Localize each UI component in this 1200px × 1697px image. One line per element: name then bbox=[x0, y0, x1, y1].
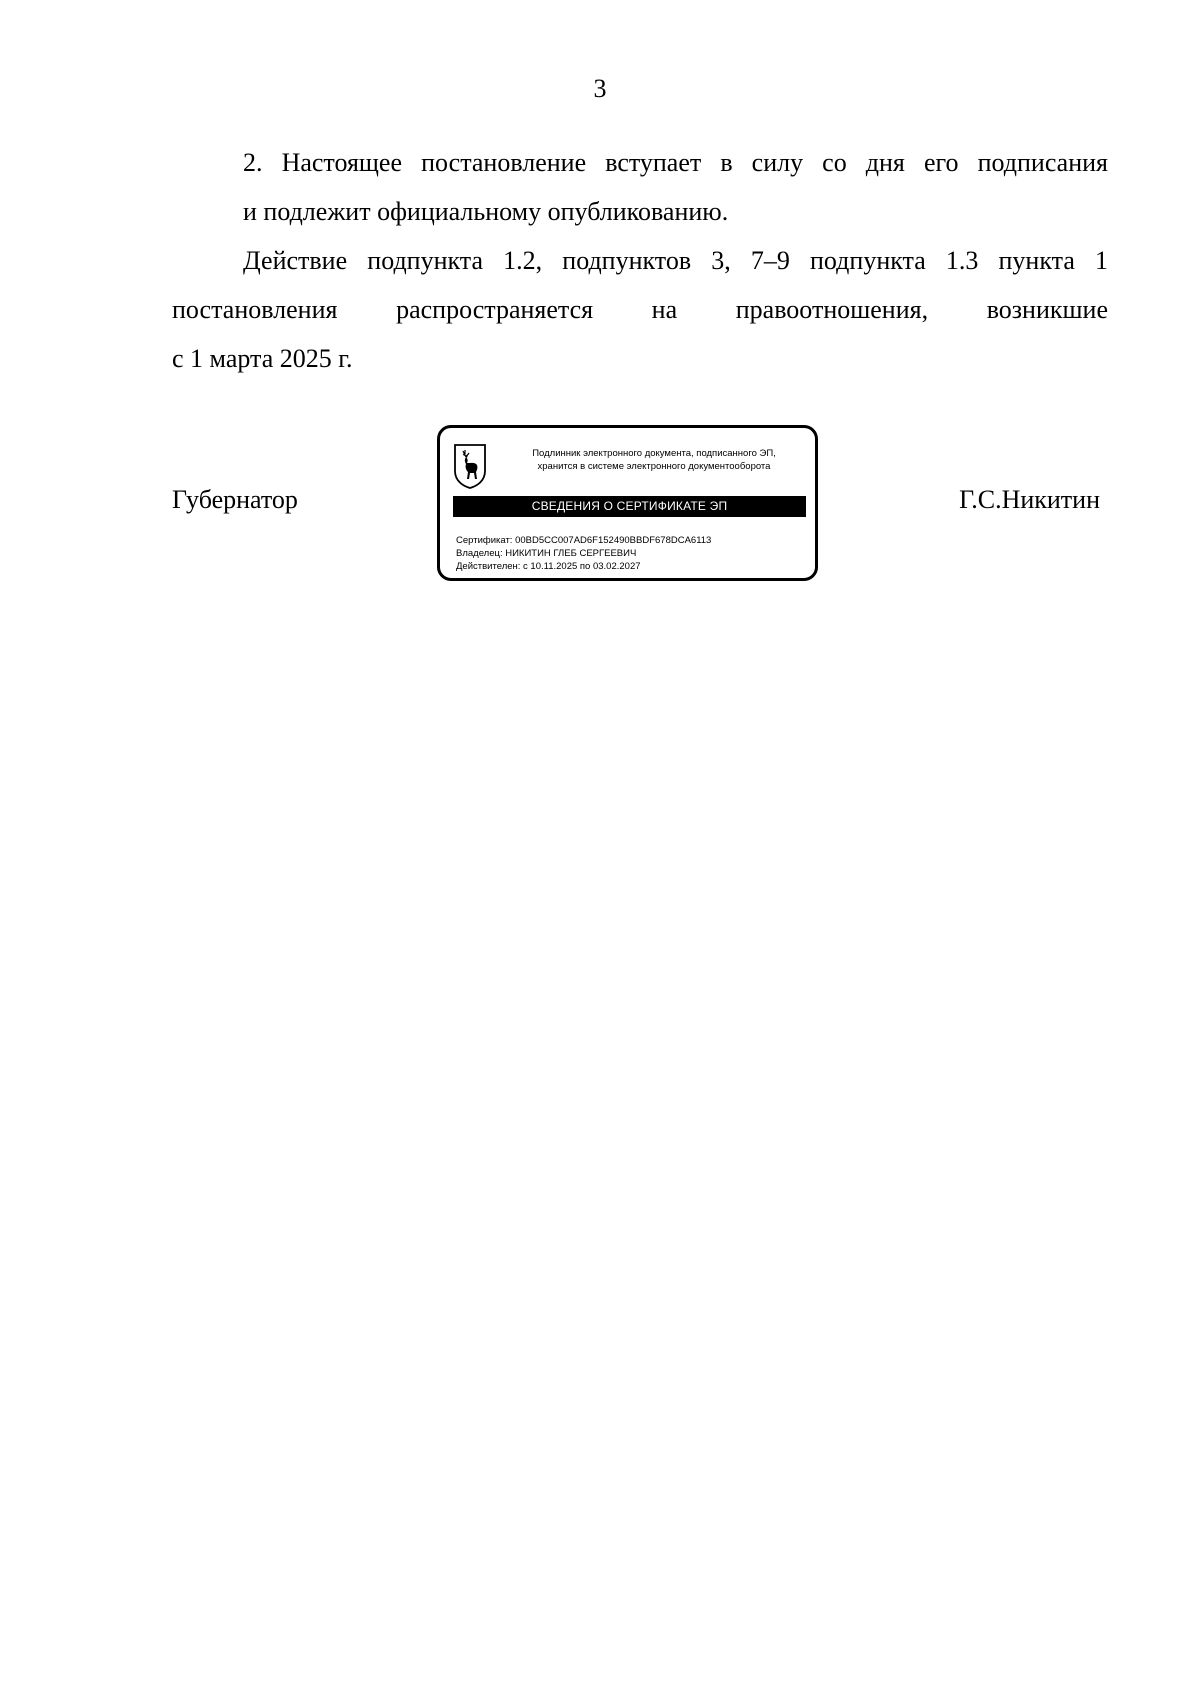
paragraph-line: постановления распространяется на правоотношения, возникшие bbox=[172, 295, 1108, 324]
stamp-header-line: Подлинник электронного документа, подписанного ЭП, bbox=[532, 448, 776, 459]
paragraph-line: Действие подпункта 1.2, подпунктов 3, 7–9 подпункта 1.3 пункта 1 bbox=[243, 246, 1108, 275]
stamp-certificate-bar: СВЕДЕНИЯ О СЕРТИФИКАТЕ ЭП bbox=[453, 496, 806, 517]
electronic-signature-stamp bbox=[437, 425, 818, 581]
stamp-certificate-info bbox=[456, 534, 806, 573]
stamp-certificate-owner: Владелец: НИКИТИН ГЛЕБ СЕРГЕЕВИЧ bbox=[456, 548, 637, 559]
coat-of-arms-deer-icon bbox=[453, 443, 487, 489]
signer-name: Г.С.Никитин bbox=[959, 485, 1100, 514]
stamp-certificate-validity: Действителен: с 10.11.2025 по 03.02.2027 bbox=[456, 561, 641, 572]
paragraph-line: 2. Настоящее постановление вступает в силу со дня его подписания bbox=[243, 148, 1108, 177]
paragraph-line: с 1 марта 2025 г. bbox=[172, 344, 353, 373]
paragraph-retroactive-clause bbox=[172, 236, 1108, 383]
stamp-header-line: хранится в системе электронного документооборота bbox=[537, 461, 771, 472]
stamp-header bbox=[498, 447, 810, 473]
paragraph-effective-date bbox=[172, 138, 1108, 236]
paragraph-line: и подлежит официальному опубликованию. bbox=[243, 197, 729, 226]
page-number: 3 bbox=[593, 74, 607, 103]
signer-title: Губернатор bbox=[172, 485, 298, 514]
stamp-certificate-number: Сертификат: 00BD5CC007AD6F152490BBDF678DCA6113 bbox=[456, 535, 712, 546]
